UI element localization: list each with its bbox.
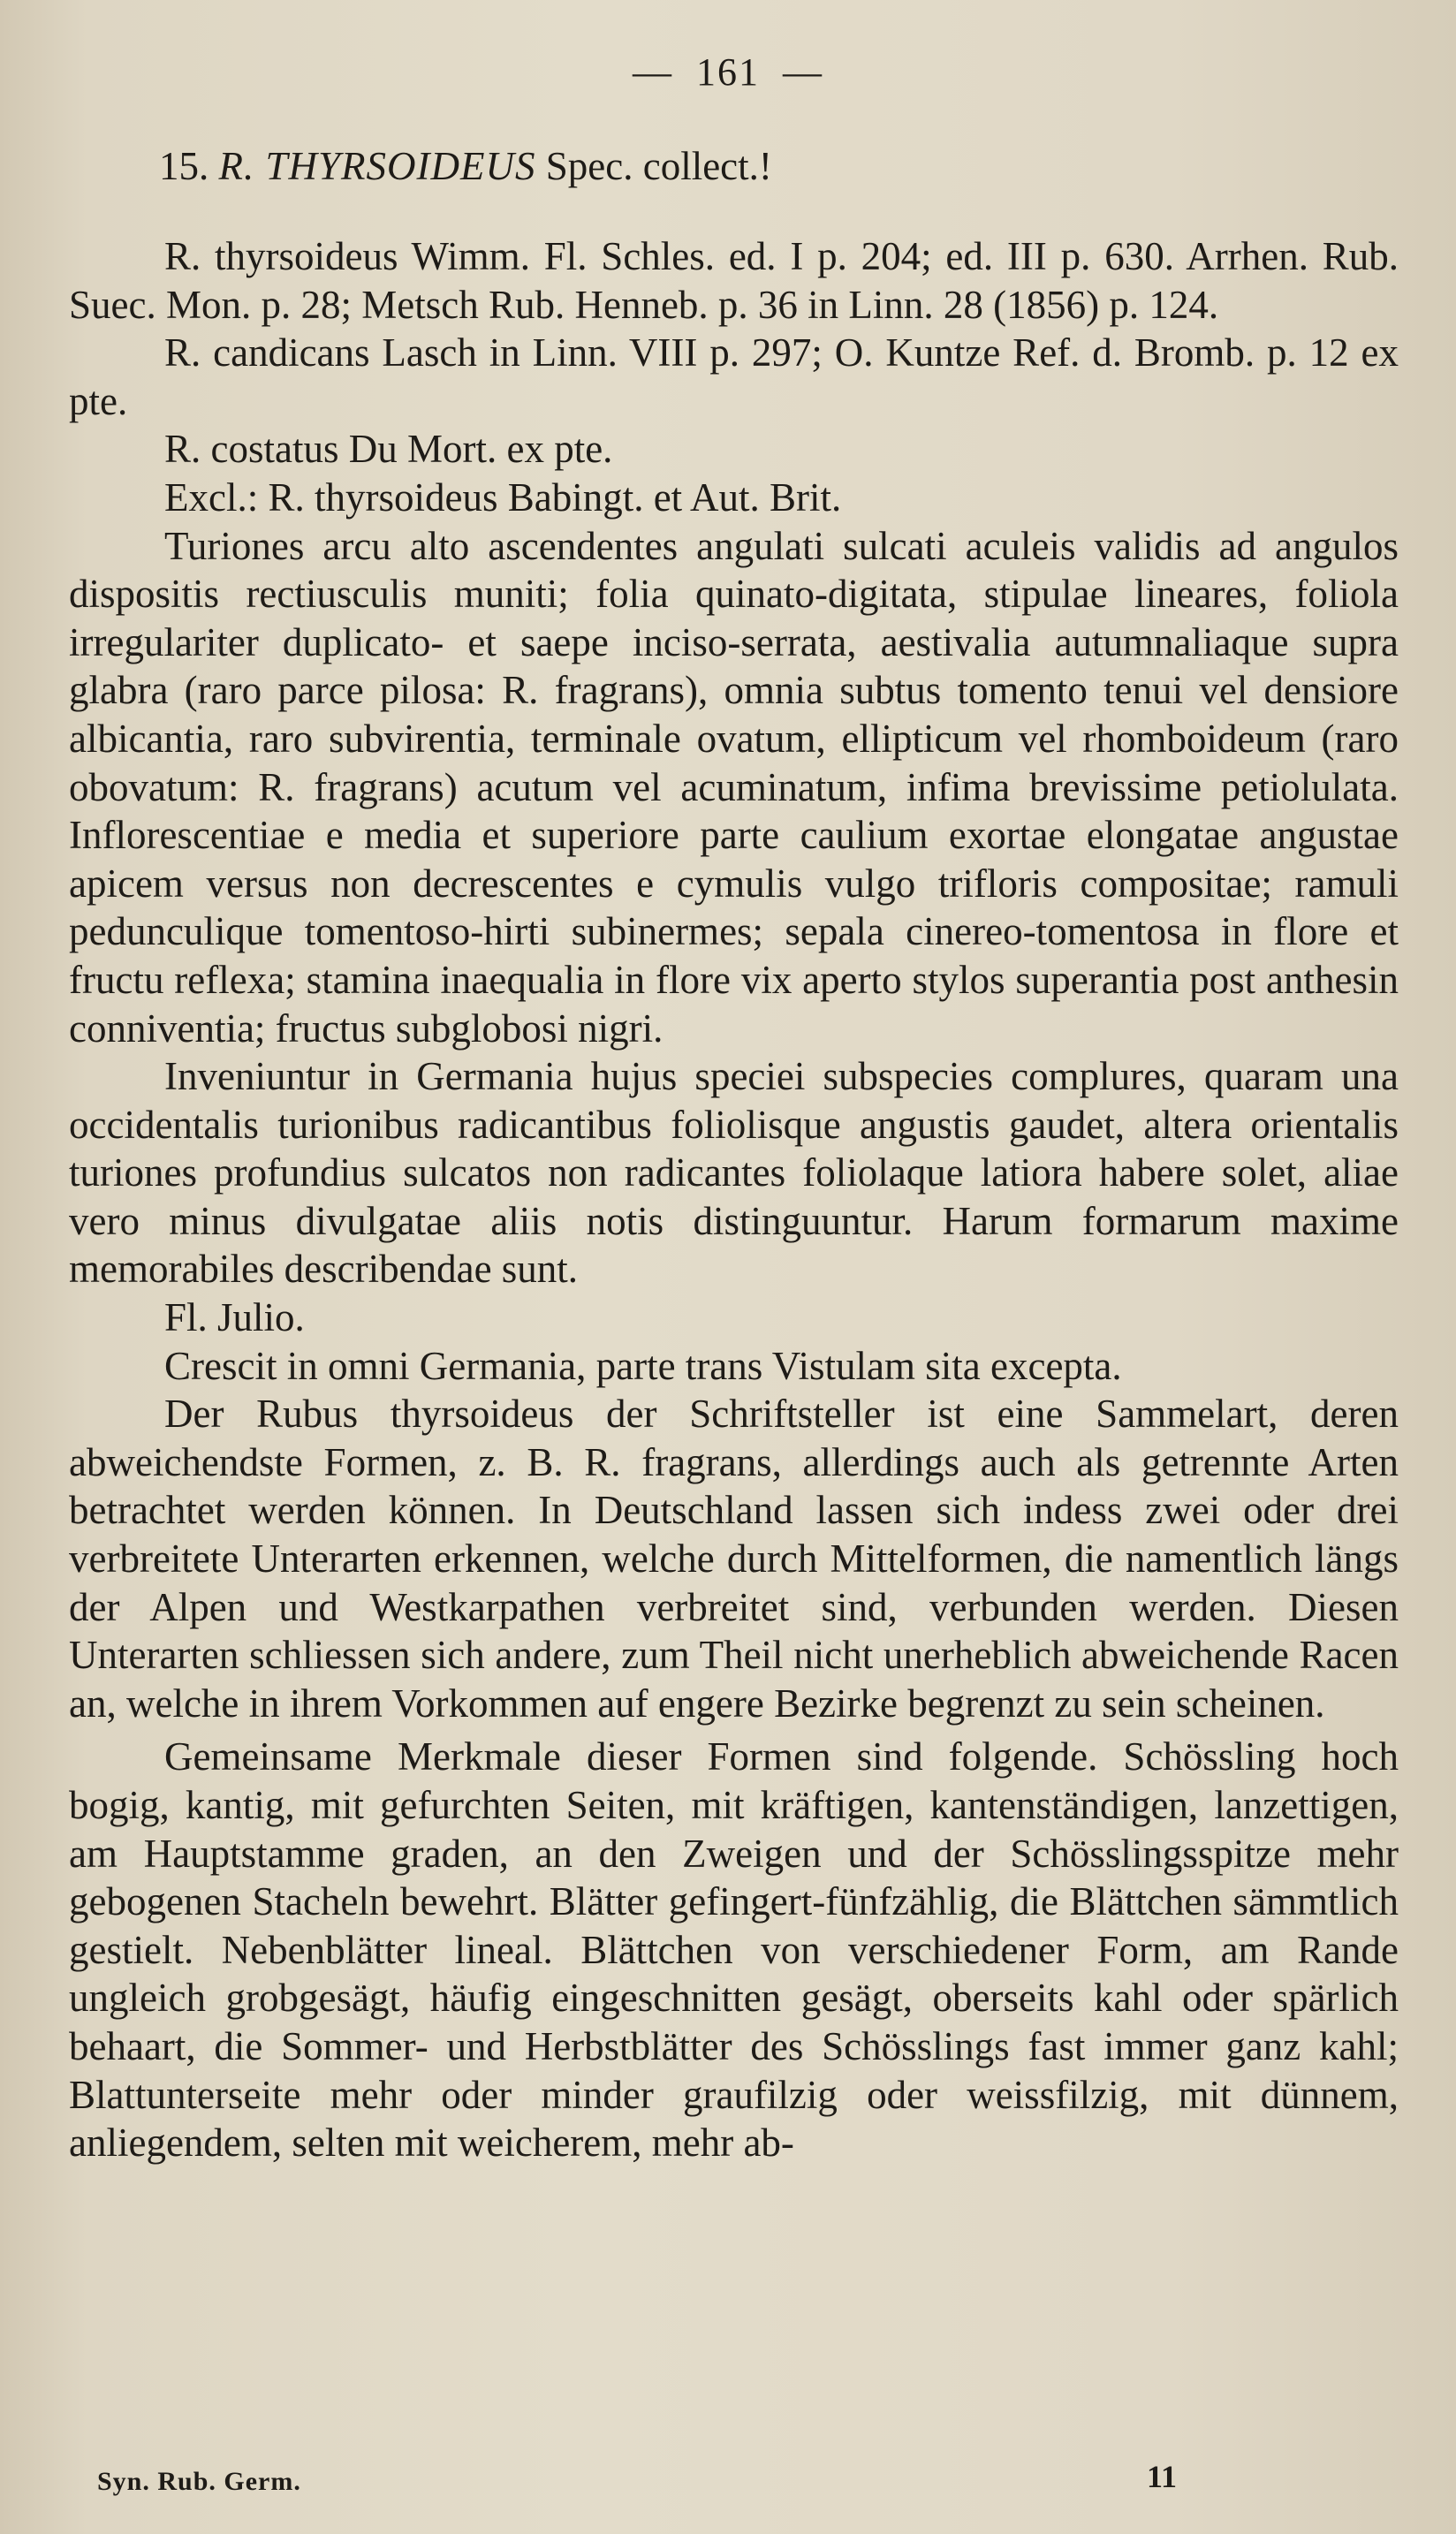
latin-description: Turiones arcu alto ascendentes angulati sulcati aculeis validis ad angulos dispositis rectiusculis muniti; folia quinato-digitata, stipulae lineares, foliola irregulariter duplicato- et saepe inciso-serrata, aestivalia autumnaliaque supra glabra (raro parce pilosa: R. fragrans), omnia subtus tomento tenui vel densiore albicantia, raro subvirentia, terminale ovatum, ellipticum vel rhomboideum (raro obovatum: R. fragrans) acutum vel acuminatum, infima brevissime petiolulata. Inflorescentiae e media et superiore parte caulium exortae elongatae angustae apicem versus non decrescentes e cymulis vulgo trifloris compositae; ramuli pedunculique tomentoso-hirti subinermes; sepala cinereo-tomentosa in flore et fructu reflexa; stamina inaequalia in flore vix aperto stylos superantia post anthesin conniventia; fructus subglobosi nigri. xyxy=(69,523,1399,1051)
footer-sheet-number: 11 xyxy=(1147,2459,1178,2494)
german-characteristics-paragraph: Gemeinsame Merkmale dieser Formen sind folgende. Schössling hoch bogig, kantig, mit gefurchten Seiten, mit kräftigen, kantenständigen, lanzettigen, am Hauptstamme graden, an den Zweigen und der Schösslingsspitze mehr gebogenen Stacheln bewehrt. Blätter gefingert-fünfzählig, die Blättchen sämmtlich gestielt. Nebenblätter lineal. Blättchen von verschiedener Form, am Rande ungleich grobgesägt, häufig eingeschnitten gesägt, oberseits kahl oder spärlich behaart, die Sommer- und Herbstblätter des Schösslings fast immer ganz kahl; Blattunterseite mehr oder minder graufilzig oder weissfilzig, mit dünnem, anliegendem, selten mit weicherem, mehr ab- xyxy=(69,1734,1399,2166)
flowering-time: Fl. Julio. xyxy=(164,1295,305,1340)
german-intro-paragraph: Der Rubus thyrsoideus der Schriftsteller ist eine Sammelart, deren abweichendste Formen, z. B. R. fragrans, allerdings auch als getrennte Arten betrachtet werden können. In Deutschland lassen sich indess zwei oder drei verbreitete Unterarten erkennen, welche durch Mittelformen, die namentlich längs der Alpen und Westkarpathen verbreitet sind, verbunden werden. Diesen Unterarten schliessen sich andere, zum Theil nicht unerheblich abweichende Racen an, welche in ihrem Vorkommen auf engere Bezirke begrenzt zu sein scheinen. xyxy=(69,1392,1399,1726)
header-dash-left: — xyxy=(633,50,673,94)
species-heading xyxy=(159,143,772,189)
header-dash-right: — xyxy=(783,50,823,94)
synonym-lasch: R. candicans Lasch in Linn. VIII p. 297; O. Kuntze Ref. d. Bromb. p. 12 ex pte. xyxy=(69,330,1399,423)
synonym-wimmer: R. thyrsoideus Wimm. Fl. Schles. ed. I p. 204; ed. III p. 630. Arrhen. Rub. Suec. Mon. p. 28; Metsch Rub. Henneb. p. 36 in Linn. 28 (1856) p. 124. xyxy=(69,234,1399,327)
species-name: R. THYRSOIDEUS xyxy=(218,144,536,188)
page-header xyxy=(0,49,1456,95)
page-number: 161 xyxy=(696,50,760,94)
body-text xyxy=(69,232,1399,2167)
latin-subspecies-note: Inveniuntur in Germania hujus speciei subspecies complures, quaram una occidentalis turionibus radicantibus foliolisque angustis gaudet, altera orientalis turiones profundius sulcatos non radicantes foliolaque latiora habere solet, aliae vero minus divulgatae aliis notis distinguuntur. Harum formarum maxime memorabiles describendae sunt. xyxy=(69,1054,1399,1292)
footer-signature: Syn. Rub. Germ. xyxy=(97,2467,301,2496)
distribution: Crescit in omni Germania, parte trans Vistulam sita excepta. xyxy=(164,1343,1122,1388)
synonym-dumort: R. costatus Du Mort. ex pte. xyxy=(164,427,613,472)
synonym-exclusion: Excl.: R. thyrsoideus Babingt. et Aut. Brit. xyxy=(164,474,842,520)
species-number: 15. xyxy=(159,144,209,188)
species-suffix: Spec. collect.! xyxy=(545,144,772,188)
